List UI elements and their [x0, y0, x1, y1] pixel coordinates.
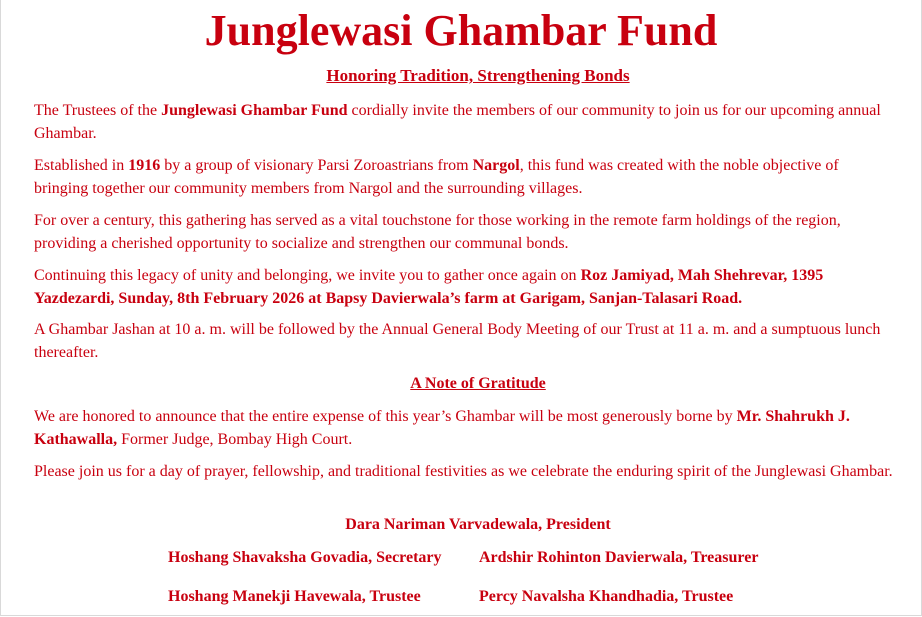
signatory-secretary: Hoshang Shavaksha Govadia, Secretary: [168, 549, 442, 566]
history-paragraph: [34, 154, 896, 200]
invitation-paragraph: [34, 99, 896, 145]
signatory-trustee-khandhadia: Percy Navalsha Khandhadia, Trustee: [479, 588, 734, 605]
signatory-president: Dara Nariman Varvadewala, President: [345, 516, 611, 533]
para2-text-e: , this fund was created with the noble objective of bringing together our community members from Nargol and the surrounding villages.: [34, 157, 839, 197]
para6-text-c: Former Judge, Bombay High Court.: [117, 431, 353, 448]
schedule-paragraph: A Ghambar Jashan at 10 a. m. will be followed by the Annual General Body Meeting of our Trust at 11 a. m. and a sumptuous lunch thereafter.: [34, 321, 881, 361]
para1-text-c: cordially invite the members of our community to join us for our upcoming annual Ghambar.: [34, 102, 881, 142]
event-details-paragraph: [34, 264, 896, 310]
nargol-bold: Nargol: [472, 157, 520, 174]
fund-name-bold: Junglewasi Ghambar Fund: [161, 102, 348, 119]
founding-year-bold: 1916: [128, 157, 161, 174]
page-subtitle: Honoring Tradition, Strengthening Bonds: [326, 66, 630, 85]
sponsor-name-bold: Mr. Shahrukh J. Kathawalla,: [34, 408, 850, 448]
para2-text-a: Established in: [34, 157, 129, 174]
sponsor-paragraph: [34, 405, 896, 451]
gratitude-heading: A Note of Gratitude: [410, 375, 546, 392]
closing-paragraph: Please join us for a day of prayer, fellowship, and traditional festivities as we celebrate the enduring spirit of the Junglewasi Ghambar.: [34, 463, 893, 480]
century-paragraph: For over a century, this gathering has served as a vital touchstone for those working in the remote farm holdings of the region, providing a cherished opportunity to socialize and strengthen our communal bonds.: [34, 212, 841, 252]
para4-text-a: Continuing this legacy of unity and belonging, we invite you to gather once again on: [34, 267, 581, 284]
para2-text-c: by a group of visionary Parsi Zoroastrians from: [160, 157, 473, 174]
para1-text-a: The Trustees of the: [34, 102, 162, 119]
event-date-venue-bold: Roz Jamiyad, Mah Shehrevar, 1395 Yazdezardi, Sunday, 8th February 2026 at Bapsy Davierwala’s farm at Garigam, Sanjan-Talasari Road.: [34, 267, 824, 307]
signatory-treasurer: Ardshir Rohinton Davierwala, Treasurer: [479, 549, 759, 566]
page-title: Junglewasi Ghambar Fund: [204, 6, 718, 55]
para6-text-a: We are honored to announce that the entire expense of this year’s Ghambar will be most generously borne by: [34, 408, 737, 425]
signatory-trustee-havewala: Hoshang Manekji Havewala, Trustee: [168, 588, 421, 605]
